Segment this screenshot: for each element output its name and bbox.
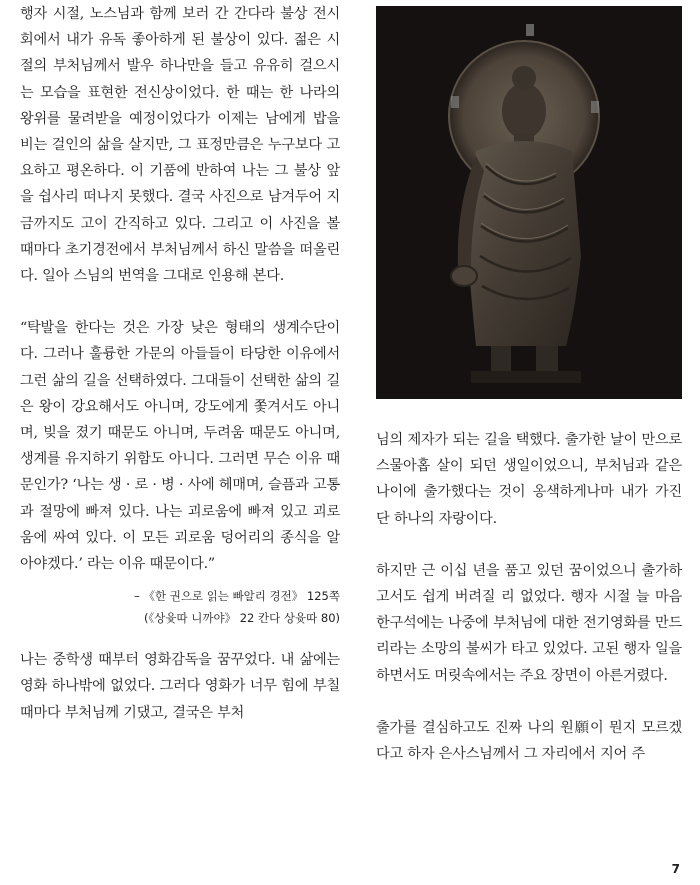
paragraph-5: 출가를 결심하고도 진짜 나의 원願이 뭔지 모르겠다고 하자 은사스님께서 그 자리에서 지어 주 <box>376 719 682 763</box>
left-column <box>20 0 340 726</box>
paragraph-3: 님의 제자가 되는 길을 택했다. 출가한 날이 만으로 스물아홉 살이 되던 생일이었으니, 부처님과 같은 나이에 출가했다는 것이 옹색하게나마 내가 가진 단 하나의 자랑이다. <box>376 432 682 527</box>
paragraph-1: 행자 시절, 노스님과 함께 보러 간 간다라 불상 전시회에서 내가 유독 좋아하게 된 불상이 있다. 젊은 시절의 부처님께서 발우 하나만을 들고 유유히 걸으시는 모습을 표현한 전신상이었다. 한 때는 한 나라의 왕위를 물려받을 예정이었다가 이제는 남에게 밥을 비는 걸인의 삶을 살지만, 그 표정만큼은 누구보다 고요하고 평온하다. 이 기품에 반하여 나는 그 불상 앞을 쉽사리 떠나지 못했다. 결국 사진으로 남겨두어 지금까지도 고이 간직하고 있다. 그리고 이 사진을 볼 때마다 초기경전에서 부처님께서 하신 말씀을 떠올린다. 일아 스님의 번역을 그대로 인용해 본다. <box>20 6 340 285</box>
paragraph-2: 나는 중학생 때부터 영화감독을 꿈꾸었다. 내 삶에는 영화 하나밖에 없었다. 그러다 영화가 너무 힘에 부칠 때마다 부처님께 기댔고, 결국은 부처 <box>20 652 340 721</box>
buddha-statue-photo <box>376 6 682 399</box>
source-line-2: (《상윳따 니까야》 22 칸다 상윳따 80) <box>144 611 340 626</box>
right-column <box>376 427 682 767</box>
source-line-1: – 《한 권으로 읽는 빠알리 경전》 125쪽 <box>134 589 340 604</box>
page-number: 7 <box>671 862 680 876</box>
quote-source <box>20 585 340 629</box>
quote-paragraph: “탁발을 한다는 것은 가장 낮은 형태의 생계수단이다. 그러나 훌륭한 가문의 아들들이 타당한 이유에서 그런 삶의 길을 선택하였다. 그대들이 선택한 삶의 길은 왕이 강요해서도 아니며, 강도에게 쫓겨서도 아니며, 빚을 졌기 때문도 아니며, 두려움 때문도 아니며, 생계를 유지하기 위함도 아니다. 그러면 무슨 이유 때문인가? ‘나는 생 · 로 · 병 · 사에 헤매며, 슬픔과 고통과 절망에 빠져 있다. 나는 괴로움에 빠져 있고 괴로움에 싸여 있다. 이 모든 괴로움 덩어리의 종식을 알아야겠다.’ 라는 이유 때문이다.” <box>20 320 340 573</box>
paragraph-4: 하지만 근 이십 년을 품고 있던 꿈이었으니 출가하고서도 쉽게 버려질 리 없었다. 행자 시절 늘 마음 한구석에는 나중에 부처님에 대한 전기영화를 만드리라는 소망의 불씨가 타고 있었다. 고된 행자 일을 하면서도 머릿속에서는 주요 장면이 아른거렸다. <box>376 562 682 684</box>
buddha-statue-illustration <box>376 6 682 399</box>
